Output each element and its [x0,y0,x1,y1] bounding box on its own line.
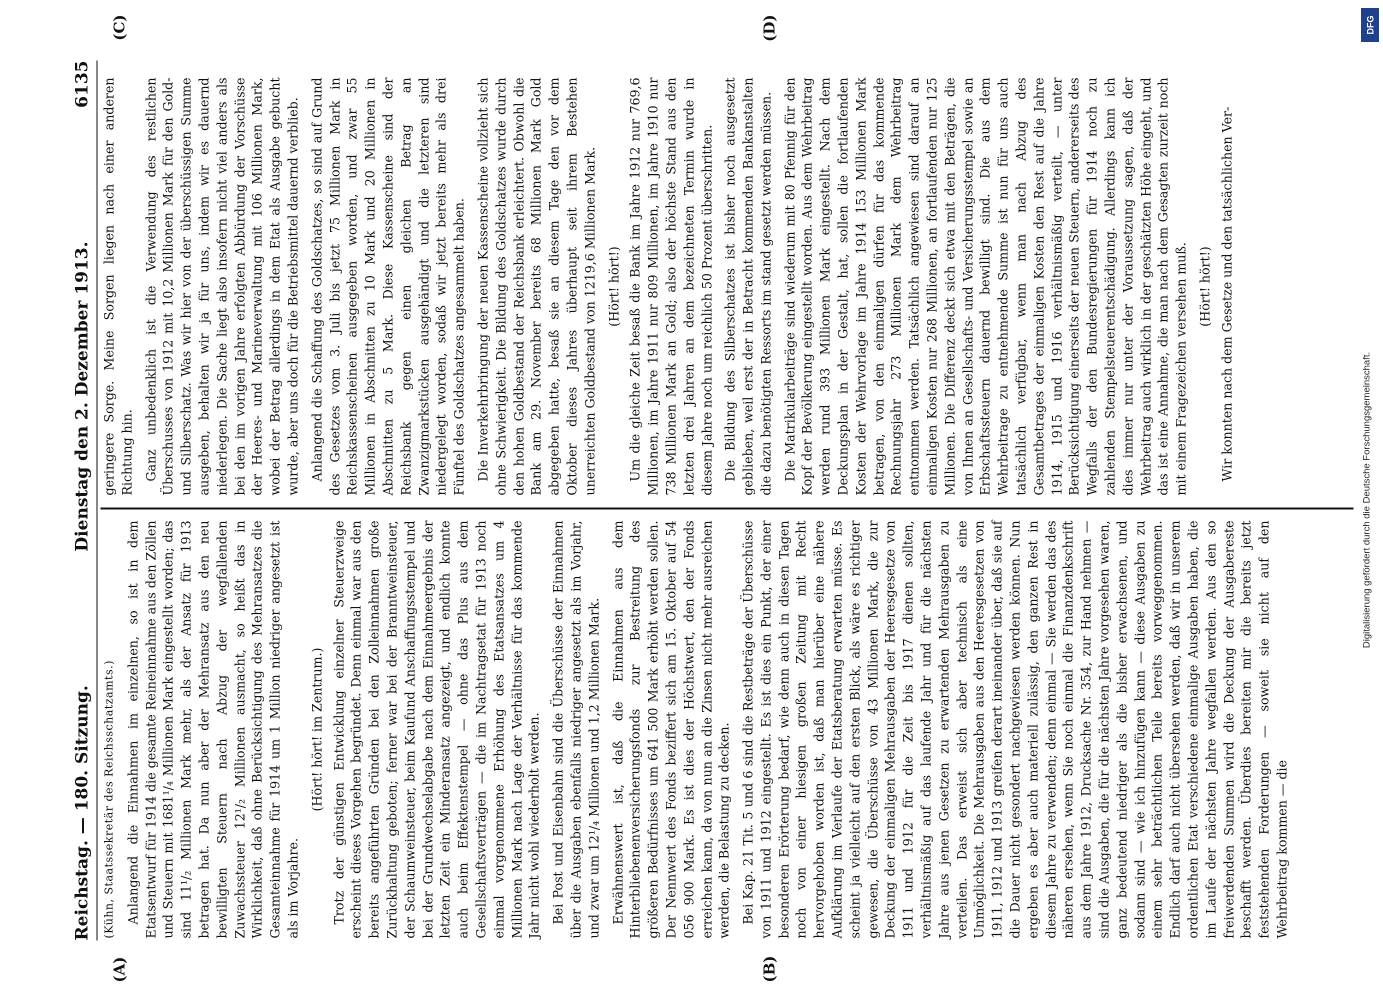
rotated-page [0,1,1383,1001]
margin-letter-b: (B) [760,955,778,983]
paragraph: Wir konnten nach dem Gesetze und den tatsächlichen Ver- [1218,106,1234,482]
page-header [60,61,97,941]
credit-text: Digitalisierung gefördert durch die Deutsche Forschungsgemeinschaft. [1361,351,1373,649]
paragraph: Um die gleiche Zeit besaß die Bank im Jahre 1912 nur 769,6 Millionen, im Jahre 1911 nur 809 Millionen, im Jahre 1910 nur 738 Millionen Mark an Gold; also der höchste Stand aus den letzten drei Jahren an dem bezeichneten Termin wurde in diesem Jahre noch um reichlich 50 Prozent überschritten. [627,77,714,496]
paragraph: geringere Sorge. Meine Sorgen liegen nach einer anderen Richtung hin. [101,77,134,496]
paragraph: Ganz unbedenklich ist die Verwendung des restlichen Überschusses von 1912 mit 10,2 Millionen Mark für den Gold- und Silberschatz. Was wir hier von der überschüssigen Summe ausgeben, behalten wir ja für uns, indem wir es dauernd niederlegen. Die Sache liegt also insofern nicht viel anders als bei den im vorigen Jahre erfolgten Abbürdung der Vorschüsse der Heeres- und Marineverwaltung mit 106 Millionen Mark, wobei der Betrag allerdings in dem Etat als Ausgabe gebucht wurde, aber uns doch für die Betriebsmittel dauernd verblieb. [142,77,300,496]
paragraph: Bei Kap. 21 Tit. 5 und 6 sind die Restbeträge der Überschüsse von 1911 und 1912 eingestellt. Es ist dies ein Punkt, der einer besonderen Erörterung bedarf, wie denn auch in diesen Tagen noch von einer hiesigen großen Zeitung mit Recht hervorgehoben worden ist, daß man hierüber eine nähere Aufklärung im Verlaufe der Etatsberatung erwarten müsse. Es scheint ja vielleicht auf den ersten Blick, als wäre es richtiger gewesen, die Überschüsse von 43 Millionen Mark, die zur Deckung der einmaligen Mehrausgaben der Heeresgesetze von 1911 und 1912 für die Zeit bis 1917 dienen sollten, verhältnismäßig auf das laufende Jahr und für die nächsten Jahre aus jenen Gesetzen zu erwartenden Mehrausgaben zu verteilen. Das erweist sich aber technisch als eine Unmöglichkeit. Die Mehrausgaben aus den Heeresgesetzen von 1911, 1912 und 1913 greifen derart ineinander über, daß sie auf die Dauer nicht gesondert nachgewiesen werden können. Nun ergeben es aber auch materiell zulässig, den ganzen Rest in diesem Jahre zu verwenden; denn einmal — Sie werden das des näheren ersehen, wenn Sie noch einmal die Finanzdenkschrift aus dem Jahre 1912, Drucksache Nr. 354, zur Hand nehmen — sind die Ausgaben, die für die nächsten Jahre vorgesehen waren, ganz bedeutend niedriger als die bisher erwachsenen, und sodann sind — wie ich hinzufügen kann — diese Ausgaben zu einem sehr beträchtlichen Teile bereits vorweggenommen. Endlich darf auch nicht übersehen werden, daß wir in unserem ordentlichen Etat verschiedene einmalige Ausgaben haben, die im Laufe der nächsten Jahre wegfallen werden. Aus den so freiwerdenden Summen wird die Deckung der Ausgabereste beschafft werden. Überdies bereiten mir die bereits jetzt feststehenden Forderungen — soweit sie nicht auf den Wehrbeitrag kommen — die [740,520,1289,939]
page-number: 6135 [72,60,92,108]
paragraph: Die Bildung des Silberschatzes ist bisher noch ausgesetzt geblieben, weil erst der in Betracht kommenden Bankanstalten die dazu benötigten Ressorts im stand gesetzt werden müssen. [722,77,773,496]
interjection: (Hört! hört! im Zentrum.) [308,647,324,812]
margin-letter-c: (C) [110,14,128,41]
paragraph: Die Inverkehrbringung der neuen Kassenscheine vollzieht sich ohne Schwierigkeit. Die Bildung des Goldschatzes wurde durch den hohen Goldbestand der Reichsbank erleichtert. Obwohl die Bank am 29. November bereits 68 Millionen Mark Gold abgegeben hatte, besaß sie an diesem Tage den vor dem Oktober dieses Jahres überhaupt seit ihrem Bestehen unerreichten Goldbestand von 1219,6 Millionen Mark. [474,77,597,496]
speaker-note: (Kühn, Staatssekretär des Reichsschatzamts.) [102,660,115,939]
interjection: (Hört! hört!) [605,246,621,327]
dfg-logo [1361,8,1379,42]
dfg-logo-text: DFG [1365,15,1375,35]
header-date: Dienstag den 2. Dezember 1913. [72,241,92,552]
paragraph: Anlangend die Schaffung des Goldschatzes, so sind auf Grund des Gesetzes vom 3. Juli bis jetzt 75 Millionen Mark in Reichskassenscheinen ausgegeben worden, und zwar 55 Millionen in Abschnitten zu 10 Mark und 20 Millionen in Abschnitten zu 5 Mark. Diese Kassenscheine sind der Reichsbank gegen einen gleichen Betrag an Zwanzigmarkstücken ausgehändigt und die letzteren sind niedergelegt worden, sodaß wir jetzt bereits mehr als drei Fünftel des Goldschatzes angesammelt haben. [308,77,467,496]
digitization-credit [1357,0,1377,1000]
margin-letter-d: (D) [760,14,778,42]
right-column [100,78,1242,496]
paragraph: Trotz der günstigen Entwicklung einzelner Steuerzweige erscheint dieses Vorgehen begründet. Denn einmal war aus den bereits angeführten Gründen bei den Zolleinnahmen große Zurückhaltung geboten; ferner war bei der Branntweinsteuer, der Schaumweinsteuer, beim Kaufund Anschaffungsstempel und bei der Grundwechselabgabe nach dem Einnahmeergebnis der letzten Zeit ein Minderansatz angezeigt, und endlich konnte auch beim Effektenstempel — ohne das Plus aus dem Gesellschaftsverträgen — die im Nachtragsetat für 1913 noch einmal vorgenommene Erhöhung des Etatsansatzes um 4 Millionen Mark nach Lage der Verhältnisse für das kommende Jahr nicht wohl wiederholt werden. [330,520,542,939]
left-column [100,521,1297,939]
paragraph: Anlangend die Einnahmen im einzelnen, so ist in dem Etatsentwurf für 1914 die gesamte Reineinnahme aus den Zöllen und Steuern mit 1681¹/₄ Millionen Mark eingestellt worden; das sind 11¹/₂ Millionen Mark mehr, als der Ansatz für 1913 betragen hat. Da nun aber der Mehransatz aus den neu bewilligten Steuern nach Abzug der wegfallenden Zuwachssteuer 12¹/₂ Millionen ausmacht, so heißt das in Wirklichkeit, daß ohne Berücksichtigung des Mehransatzes die Gesamteinnahme für 1914 um 1 Million niedriger angesetzt ist als im Vorjahre. [124,520,300,939]
margin-letter-a: (A) [110,956,128,983]
interjection: (Hört! hört!) [1197,246,1213,327]
paragraph: Bei Post und Eisenbahn sind die Überschüsse der Einnahmen über die Ausgaben ebenfalls niedriger angesetzt als im Vorjahr, und zwar um 12¹/₄ Millionen und 1,2 Millionen Mark. [550,520,601,939]
header-left: Reichstag. — 180. Sitzung. [72,685,92,941]
column-divider [100,508,1353,510]
paragraph: Die Matrikularbeiträge sind wiederum mit 80 Pfennig für den Kopf der Bevölkerung eingestellt worden. Aus dem Wehrbeitrag werden rund 393 Millionen Mark eingestellt. Nach dem Deckungsplan in der Gestalt, hat, sollen die fortlaufenden Kosten der Wehrvorlage im Jahre 1914 153 Millionen Mark betragen, von den einmaligen dürfen für das kommende Rechnungsjahr 273 Millionen Mark dem Wehrbeitrag entnommen werden. Tatsächlich angewiesen sind darauf an einmaligen Kosten nur 268 Millionen, an fortlaufenden nur 125 Millionen. Die Differenz deckt sich etwa mit den Beträgen, die von Ihnen an Gesellschafts- und Versicherungsstempel sowie an Erbschaftssteuern dauernd bewilligt sind. Die aus dem Wehrbeitrage zu entnehmende Summe ist nun für uns auch tatsächlich verfügbar, wenn man nach Abzug des Gesamtbetrages der einmaligen Kosten den Rest auf die Jahre 1914, 1915 und 1916 verhältnismäßig verteilt, — unter Berücksichtigung einerseits der neuen Steuern, andererseits des Wegfalls der den Bundesregierungen für 1914 noch zu zahlenden Stempelsteuerentschädigung. Allerdings kann ich dies immer nur unter der Voraussetzung sagen, daß der Wehrbeitrag auch wirklich in der geschätzten Höhe eingeht, und das ist eine Annahme, die man nach dem Gesagten zurzeit noch mit einem Fragezeichen versehen muß. [781,77,1189,496]
paragraph: Erwähnenswert ist, daß die Einnahmen aus dem Hinterbliebenenversicherungsfonds zur Bestreitung des größeren Bedürfnisses um 641 500 Mark erhöht werden sollen. Der Nennwert des Fonds beziffert sich am 15. Oktober auf 54 056 900 Mark. Es ist dies der Höchstwert, den der Fonds erreichen kann, da von nun an die Zinsen nicht mehr ausreichen werden, die Belastung zu decken. [609,520,732,939]
